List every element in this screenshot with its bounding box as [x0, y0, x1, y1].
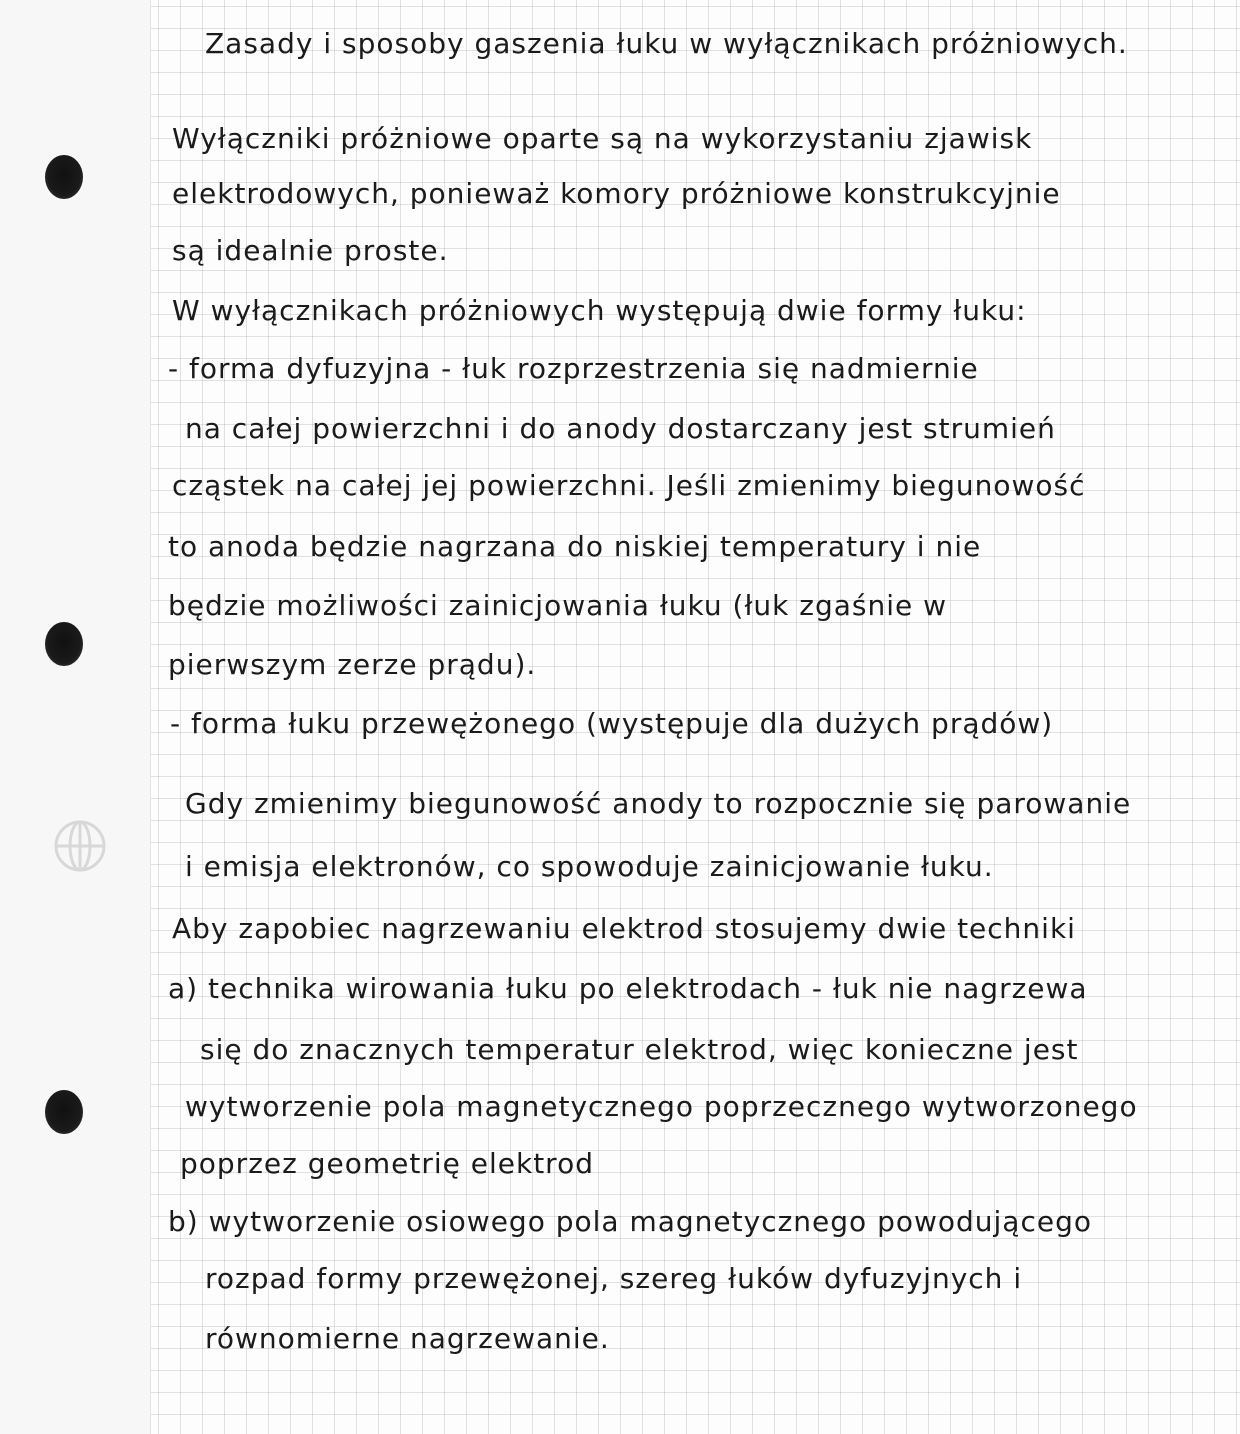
text-line-3: są idealnie proste.: [172, 234, 449, 267]
text-line-12: Gdy zmienimy biegunowość anody to rozpocznie się parowanie: [185, 787, 1132, 820]
text-line-15: a) technika wirowania łuku po elektrodach - łuk nie nagrzewa: [168, 972, 1088, 1005]
text-line-18: poprzez geometrię elektrod: [180, 1147, 594, 1180]
punch-hole-middle: [45, 622, 83, 666]
text-line-11: - forma łuku przewężonego (występuje dla dużych prądów): [170, 707, 1054, 740]
text-line-2: elektrodowych, ponieważ komory próżniowe konstrukcyjnie: [172, 177, 1061, 210]
text-line-16: się do znacznych temperatur elektrod, więc konieczne jest: [200, 1033, 1079, 1066]
page-margin: [0, 0, 151, 1434]
text-line-5: - forma dyfuzyjna - łuk rozprzestrzenia się nadmiernie: [168, 352, 979, 385]
text-line-10: pierwszym zerze prądu).: [168, 648, 537, 681]
document-title: Zasady i sposoby gaszenia łuku w wyłącznikach próżniowych.: [205, 27, 1128, 60]
text-line-21: równomierne nagrzewanie.: [205, 1322, 610, 1355]
text-line-4: W wyłącznikach próżniowych występują dwie formy łuku:: [172, 294, 1027, 327]
text-line-19: b) wytworzenie osiowego pola magnetycznego powodującego: [168, 1205, 1092, 1238]
text-line-13: i emisja elektronów, co spowoduje zainicjowanie łuku.: [185, 850, 994, 883]
text-line-8: to anoda będzie nagrzana do niskiej temperatury i nie: [168, 530, 982, 563]
punch-hole-bottom: [45, 1090, 83, 1134]
text-line-7: cząstek na całej jej powierzchni. Jeśli zmienimy biegunowość: [172, 469, 1086, 502]
globe-watermark-icon: [52, 818, 108, 874]
text-line-14: Aby zapobiec nagrzewaniu elektrod stosujemy dwie techniki: [172, 912, 1076, 945]
text-line-20: rozpad formy przewężonej, szereg łuków dyfuzyjnych i: [205, 1262, 1023, 1295]
text-line-17: wytworzenie pola magnetycznego poprzecznego wytworzonego: [185, 1090, 1138, 1123]
text-line-1: Wyłączniki próżniowe oparte są na wykorzystaniu zjawisk: [172, 122, 1033, 155]
text-line-6: na całej powierzchni i do anody dostarczany jest strumień: [185, 412, 1056, 445]
punch-hole-top: [45, 155, 83, 199]
text-line-9: będzie możliwości zainicjowania łuku (łuk zgaśnie w: [168, 589, 948, 622]
